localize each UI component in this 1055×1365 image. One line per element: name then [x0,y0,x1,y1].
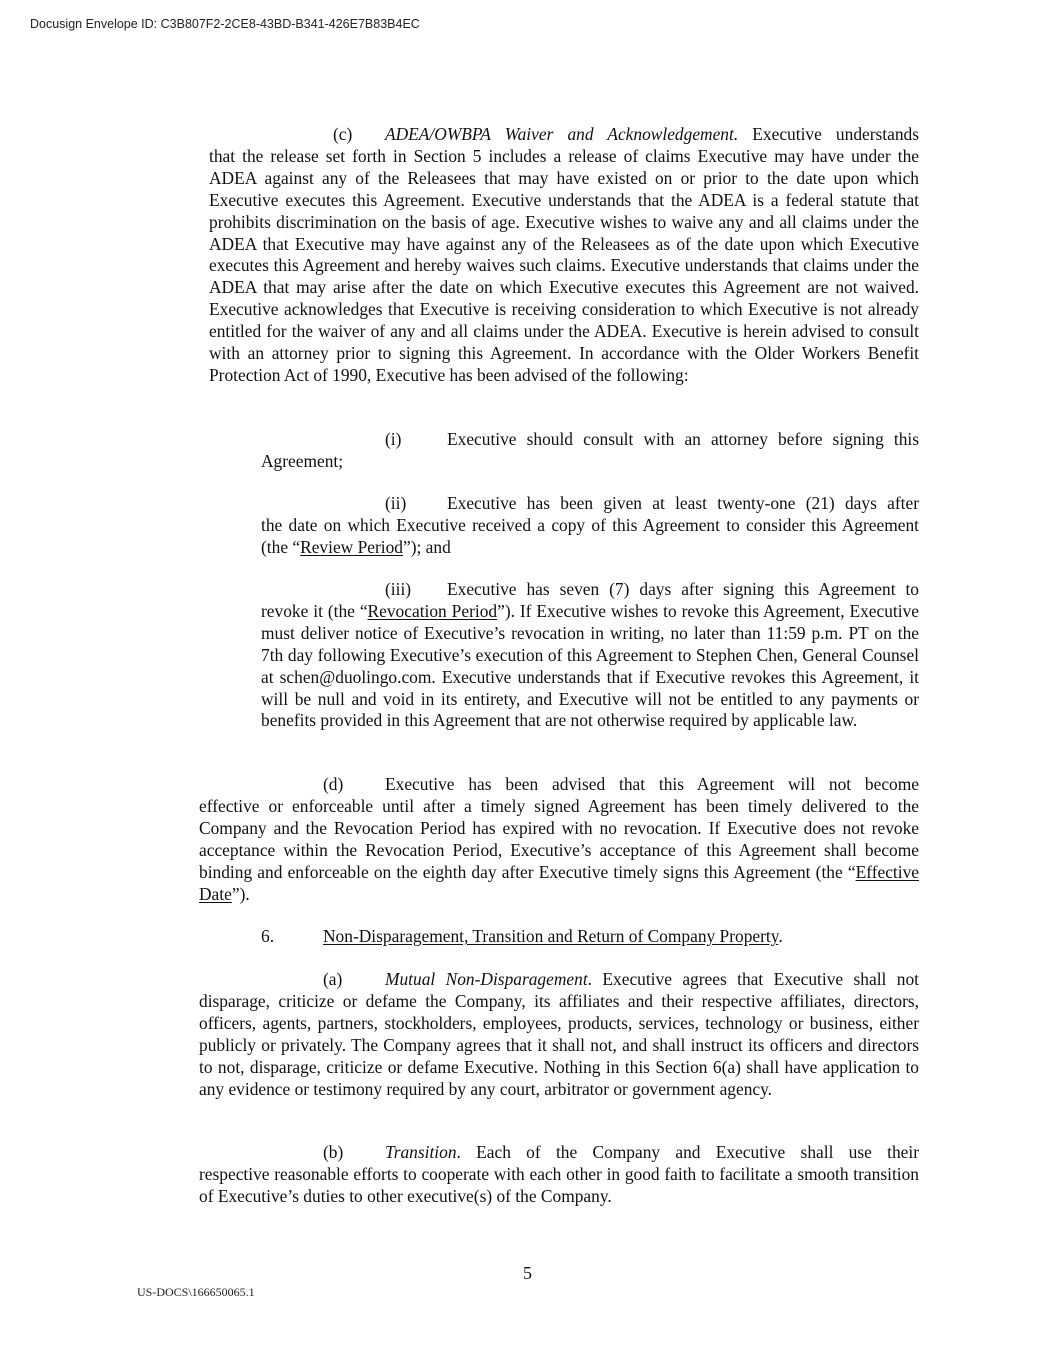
subitem-i-body: Agreement; [261,450,344,471]
section-5d [199,774,919,905]
subitem-i [261,429,919,473]
section-5c-label: (c) [333,124,353,144]
section-5d-body-post: ”). [231,883,250,904]
defined-term-revocation-period: Revocation Period [367,600,498,621]
section-6a-first-rest: . Executive agrees that Executive shall not [587,969,919,989]
subitem-i-label: (i) [385,429,402,449]
subitem-iii-first: Executive has seven (7) days after signing this Agreement to [447,579,919,599]
subitem-iii-label: (iii) [385,579,412,599]
section-5c-title: ADEA/OWBPA Waiver and Acknowledgement. [385,124,739,144]
section-5d-body-pre: effective or enforceable until after a timely signed Agreement has been timely delivered to the Company and the Revocation Period has expired with no revocation. If Executive does not revoke acceptance within the Revocation Period, Executive’s acceptance of this Agreement shall become binding and enforceable on the eighth day after Executive timely signs this Agreement (the “ [199,795,919,882]
section-6a [199,969,919,1100]
section-6-number: 6. [261,926,275,946]
page-number: 5 [523,1263,532,1283]
section-6-title-end: . [778,926,783,946]
section-5d-label: (d) [323,774,344,794]
defined-term-effective-date: Effective Date [199,861,919,904]
section-6a-title: Mutual Non-Disparagement [385,969,588,989]
section-6b-title: Transition [385,1142,457,1162]
subitem-ii-label: (ii) [385,493,407,513]
section-6a-label: (a) [323,969,343,989]
document-id: US-DOCS\166650065.1 [137,1285,255,1299]
section-6b [199,1142,919,1208]
docusign-envelope-id: Docusign Envelope ID: C3B807F2-2CE8-43BD-B341-426E7B83B4EC [30,17,420,31]
section-6b-body: respective reasonable efforts to cooperate with each other in good faith to facilitate a smooth transition of Executive’s duties to other executive(s) of the Company. [199,1163,919,1206]
subitem-ii-first: Executive has been given at least twenty-one (21) days after [447,493,919,513]
subitem-iii [261,579,919,732]
section-6b-label: (b) [323,1142,344,1162]
section-6a-body: disparage, criticize or defame the Company, its affiliates and their respective affiliates, directors, officers, agents, partners, stockholders, employees, products, services, technology or business, either publicly or privately. The Company agrees that it shall not, and shall instruct its officers and directors to not, disparage, criticize or defame Executive. Nothing in this Section 6(a) shall have application to any evidence or testimony required by any court, arbitrator or government agency. [199,990,919,1099]
subitem-ii-body-pre: the date on which Executive received a copy of this Agreement to consider this Agreement (the “ [261,514,919,557]
section-5d-first: Executive has been advised that this Agreement will not become [385,774,919,794]
subitem-iii-body-pre: revoke it (the “ [261,600,368,621]
subitem-i-first: Executive should consult with an attorney before signing this [447,429,919,449]
section-5c [209,124,919,387]
section-6-heading [261,926,919,948]
section-6b-first-rest: . Each of the Company and Executive shall use their [456,1142,919,1162]
subitem-ii-body-post: ”); and [402,536,451,557]
subitem-ii [261,493,919,559]
section-5c-body: that the release set forth in Section 5 includes a release of claims Executive may have under the ADEA against any of the Releasees that may have existed on or prior to the date upon which Executive executes this Agreement. Executive understands that the ADEA is a federal statute that prohibits discrimination on the basis of age. Executive wishes to waive any and all claims under the ADEA that Executive may have against any of the Releasees as of the date upon which Executive executes this Agreement and hereby waives such claims. Executive understands that claims under the ADEA that may arise after the date on which Executive executes this Agreement are not waived. Executive acknowledges that Executive is receiving consideration to which Executive is not already entitled for the waiver of any and all claims under the ADEA. Executive is herein advised to consult with an attorney prior to signing this Agreement. In accordance with the Older Workers Benefit Protection Act of 1990, Executive has been advised of the following: [209,145,919,385]
subitem-iii-body-post: ”). If Executive wishes to revoke this Agreement, Executive must deliver notice of Executive’s revocation in writing, no later than 11:59 p.m. PT on the 7th day following Executive’s execution of this Agreement to Stephen Chen, General Counsel at schen@duolingo.com. Executive understands that if Executive revokes this Agreement, it will be null and void in its entirety, and Executive will not be entitled to any payments or benefits provided in this Agreement that are not otherwise required by applicable law. [261,600,920,731]
defined-term-review-period: Review Period [300,536,403,557]
section-6-title: Non-Disparagement, Transition and Return of Company Property [323,926,779,946]
section-5c-first-rest: Executive understands [738,124,919,144]
